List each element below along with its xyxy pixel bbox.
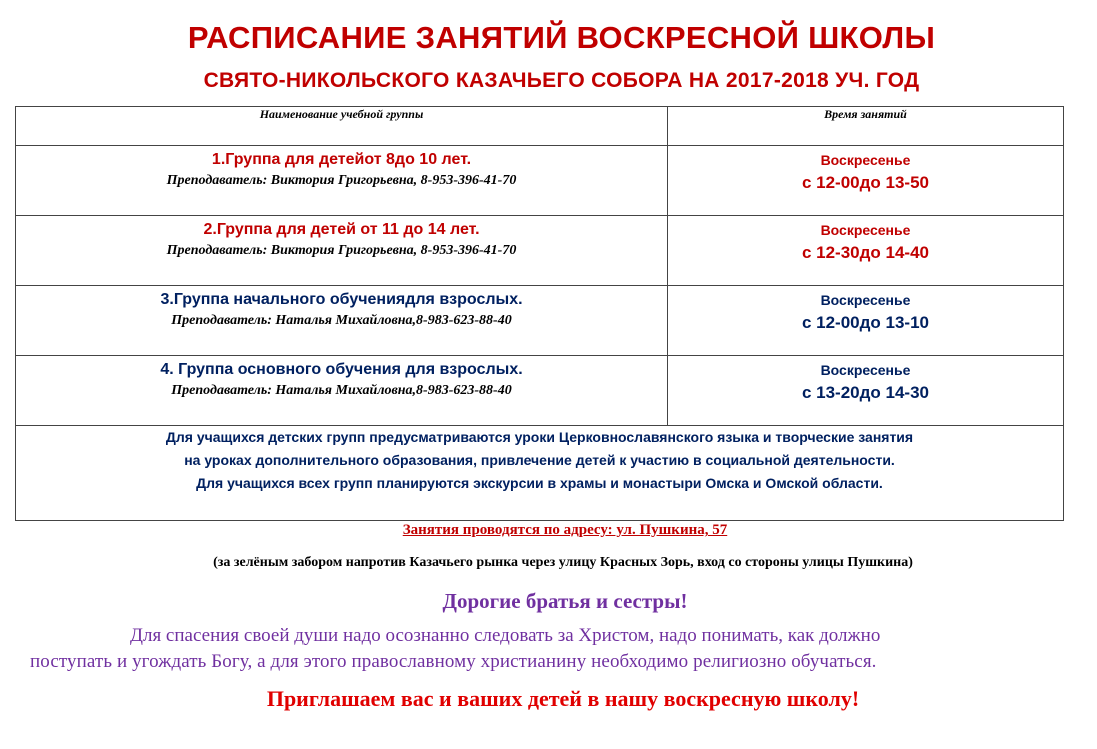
greeting: Дорогие братья и сестры! [442,589,688,613]
class-time: с 13-20до 14-30 [801,383,930,402]
table-row [16,146,1064,216]
teacher-info: Преподаватель: Наталья Михайловна,8-983-623-88-40 [171,383,512,398]
body-text-line-1: Для спасения своей души надо осознанно следовать за Христом, надо понимать, как должно [130,625,881,646]
group-cell [16,286,668,356]
teacher-info: Преподаватель: Виктория Григорьевна, 8-953-396-41-70 [166,243,517,258]
teacher-info: Преподаватель: Виктория Григорьевна, 8-953-396-41-70 [166,173,517,188]
directions-line: (за зелёным забором напротив Казачьего рынка через улицу Красных Зорь, вход со стороны улицы Пушкина) [213,555,913,570]
class-day: Воскресенье [820,152,911,168]
note-line: Для учащихся детских групп предусматриваются уроки Церковнославянского языка и творческие занятия [165,429,914,445]
group-name: 3.Группа начального обучениядля взрослых. [160,291,523,308]
table-note-row [16,426,1064,521]
group-cell [16,146,668,216]
time-cell [668,146,1064,216]
class-day: Воскресенье [820,362,911,378]
group-cell [16,356,668,426]
time-cell [668,216,1064,286]
time-cell [668,356,1064,426]
page-subtitle: СВЯТО-НИКОЛЬСКОГО КАЗАЧЬЕГО СОБОРА НА 2017-2018 УЧ. ГОД [203,69,920,92]
group-cell [16,216,668,286]
column-header-time: Время занятий [668,107,1064,146]
table-header-row [16,107,1064,146]
class-day: Воскресенье [820,292,911,308]
note-line: на уроках дополнительного образования, привлечение детей к участию в социальной деятельности. [184,452,895,468]
group-name: 1.Группа для детейот 8до 10 лет. [211,151,472,168]
body-text-line-2: поступать и угождать Богу, а для этого православному христианину необходимо религиозно обучаться. [30,651,877,672]
class-time: с 12-30до 14-40 [801,243,930,262]
group-name: 4. Группа основного обучения для взрослых. [160,361,523,378]
class-time: с 12-00до 13-50 [801,173,930,192]
address-line: Занятия проводятся по адресу: ул. Пушкина, 57 [402,522,728,538]
column-header-group: Наименование учебной группы [16,107,668,146]
table-row [16,356,1064,426]
table-row [16,286,1064,356]
teacher-info: Преподаватель: Наталья Михайловна,8-983-623-88-40 [171,313,512,328]
table-row [16,216,1064,286]
invitation: Приглашаем вас и ваших детей в нашу воскресную школу! [266,686,860,711]
schedule-table [15,106,1064,521]
page-title: РАСПИСАНИЕ ЗАНЯТИЙ ВОСКРЕСНОЙ ШКОЛЫ [187,20,936,55]
note-cell [16,426,1064,521]
group-name: 2.Группа для детей от 11 до 14 лет. [203,221,480,238]
note-line: Для учащихся всех групп планируются экскурсии в храмы и монастыри Омска и Омской области. [196,475,883,491]
class-day: Воскресенье [820,222,911,238]
class-time: с 12-00до 13-10 [801,313,930,332]
time-cell [668,286,1064,356]
